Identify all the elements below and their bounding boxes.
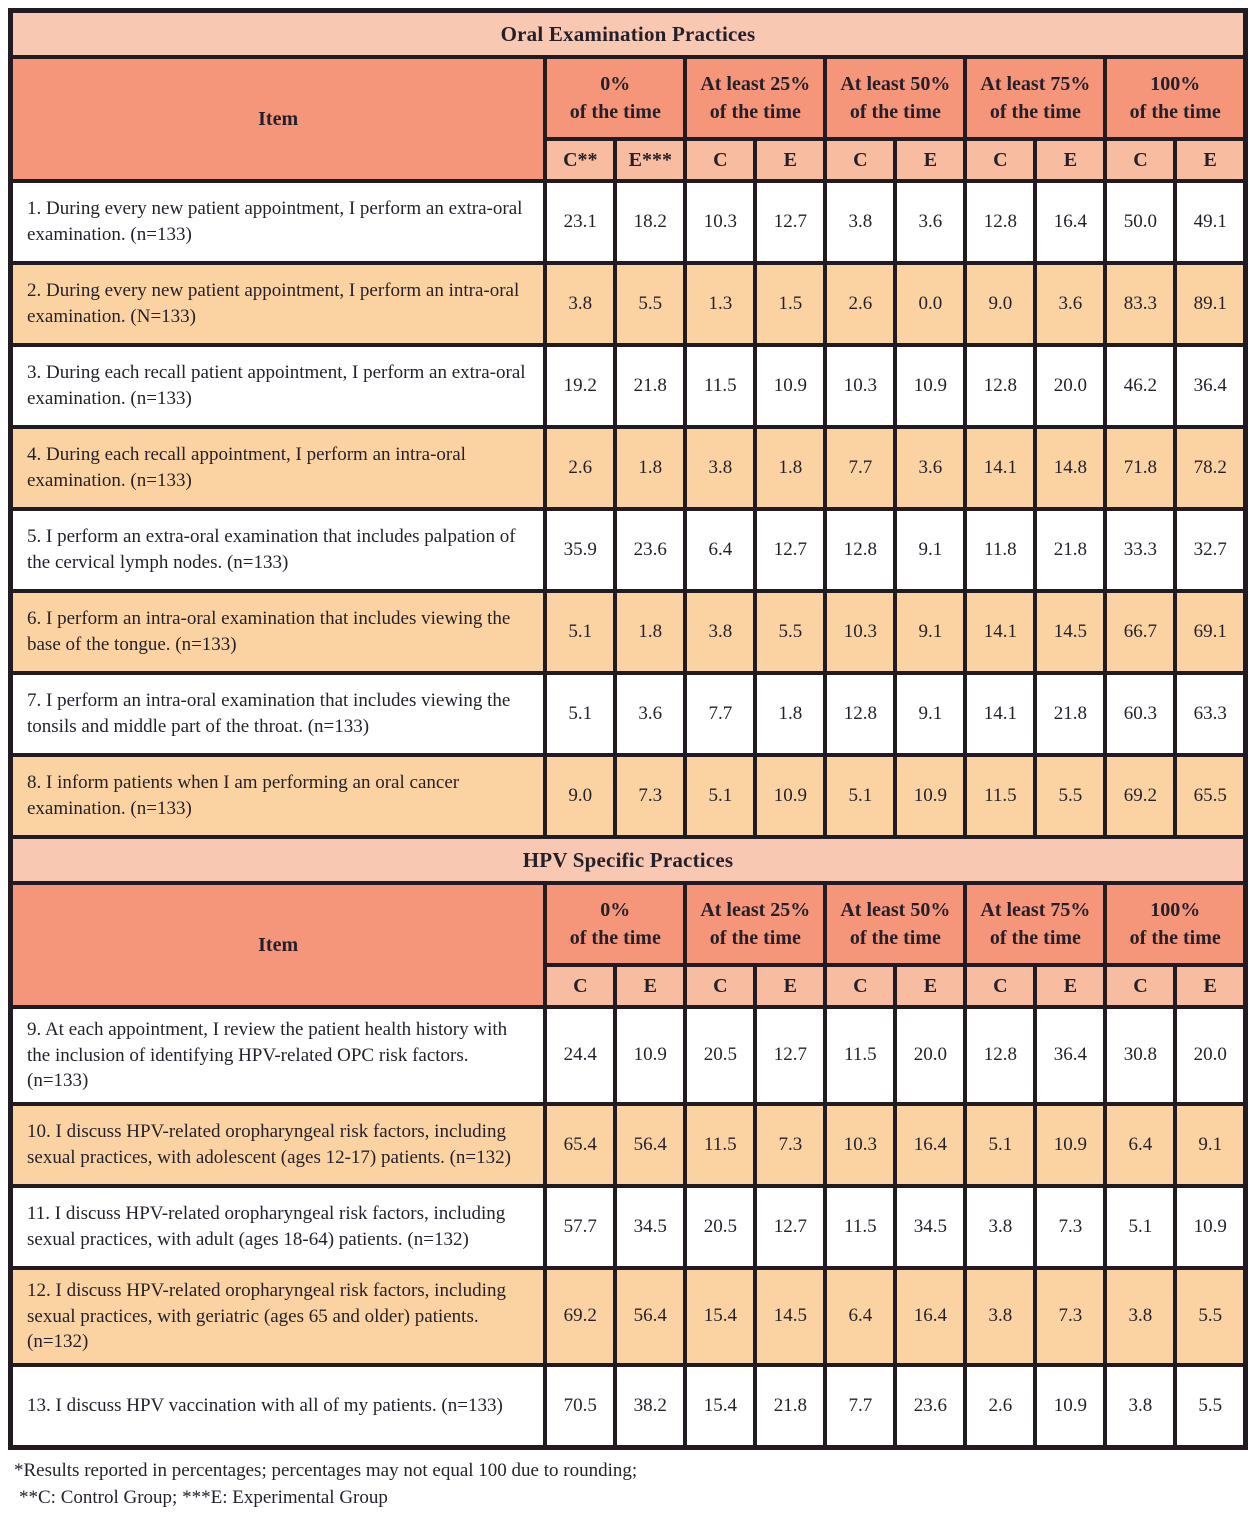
frequency-label: At least 50%: [840, 73, 951, 95]
value-cell: 12.8: [965, 345, 1035, 427]
table-row: [11, 1007, 1246, 1104]
value-cell: 49.1: [1175, 181, 1245, 263]
group-label-cell: C: [1105, 139, 1175, 181]
frequency-label: 100%: [1150, 73, 1201, 95]
frequency-group-header: [965, 57, 1105, 139]
value-cell: 56.4: [615, 1268, 685, 1365]
value-cell: 2.6: [545, 427, 615, 509]
value-cell: 36.4: [1175, 345, 1245, 427]
frequency-group-header: [685, 883, 825, 965]
value-cell: 3.8: [545, 263, 615, 345]
value-cell: 33.3: [1105, 509, 1175, 591]
value-cell: 83.3: [1105, 263, 1175, 345]
value-cell: 15.4: [685, 1365, 755, 1448]
group-label-cell: E: [1035, 965, 1105, 1007]
value-cell: 1.8: [615, 591, 685, 673]
value-cell: 3.8: [1105, 1268, 1175, 1365]
value-cell: 69.2: [545, 1268, 615, 1365]
value-cell: 7.7: [685, 673, 755, 755]
table-row: [11, 1104, 1246, 1186]
value-cell: 11.5: [825, 1186, 895, 1268]
value-cell: 14.1: [965, 673, 1035, 755]
item-cell: 12. I discuss HPV-related oropharyngeal risk factors, including sexual practices, with geriatric (ages 65 and older) patients. (n=132): [11, 1268, 546, 1365]
item-cell: 11. I discuss HPV-related oropharyngeal risk factors, including sexual practices, with adult (ages 18-64) patients. (n=132): [11, 1186, 546, 1268]
group-label-cell: C**: [545, 139, 615, 181]
value-cell: 15.4: [685, 1268, 755, 1365]
value-cell: 5.1: [685, 755, 755, 837]
value-cell: 5.5: [1035, 755, 1105, 837]
frequency-group-header: [545, 57, 685, 139]
value-cell: 5.1: [965, 1104, 1035, 1186]
value-cell: 10.3: [685, 181, 755, 263]
value-cell: 3.8: [965, 1186, 1035, 1268]
table-row: [11, 427, 1246, 509]
value-cell: 10.9: [755, 345, 825, 427]
value-cell: 3.8: [685, 591, 755, 673]
frequency-label: 0%: [600, 73, 631, 95]
frequency-label: At least 75%: [980, 899, 1091, 921]
group-label-cell: E: [895, 139, 965, 181]
value-cell: 10.3: [825, 345, 895, 427]
footnote-group-legend: **C: Control Group; ***E: Experimental Group: [19, 1487, 388, 1509]
value-cell: 3.6: [895, 427, 965, 509]
value-cell: 3.8: [685, 427, 755, 509]
table-row: [11, 509, 1246, 591]
table-row: [11, 673, 1246, 755]
section-title-row: [11, 11, 1246, 58]
group-label-cell: C: [965, 965, 1035, 1007]
frequency-group-header: [1105, 57, 1245, 139]
frequency-suffix: of the time: [1129, 927, 1221, 949]
footnote-rounding: *Results reported in percentages; percentages may not equal 100 due to rounding;: [14, 1459, 638, 1481]
table-row: [11, 345, 1246, 427]
value-cell: 5.1: [825, 755, 895, 837]
value-cell: 32.7: [1175, 509, 1245, 591]
group-label-cell: E: [615, 965, 685, 1007]
value-cell: 16.4: [895, 1268, 965, 1365]
frequency-suffix: of the time: [989, 927, 1081, 949]
value-cell: 11.5: [965, 755, 1035, 837]
table-row: [11, 755, 1246, 837]
value-cell: 9.1: [895, 509, 965, 591]
value-cell: 10.9: [1035, 1104, 1105, 1186]
value-cell: 23.6: [895, 1365, 965, 1448]
value-cell: 12.8: [825, 509, 895, 591]
value-cell: 14.8: [1035, 427, 1105, 509]
value-cell: 60.3: [1105, 673, 1175, 755]
group-label-cell: E: [755, 139, 825, 181]
value-cell: 11.8: [965, 509, 1035, 591]
frequency-group-header: [965, 883, 1105, 965]
group-label-cell: C: [965, 139, 1035, 181]
frequency-label: At least 25%: [700, 73, 811, 95]
value-cell: 23.6: [615, 509, 685, 591]
value-cell: 6.4: [1105, 1104, 1175, 1186]
frequency-label: 0%: [600, 899, 631, 921]
value-cell: 57.7: [545, 1186, 615, 1268]
value-cell: 50.0: [1105, 181, 1175, 263]
group-label-cell: E: [895, 965, 965, 1007]
value-cell: 21.8: [1035, 509, 1105, 591]
value-cell: 65.5: [1175, 755, 1245, 837]
value-cell: 7.3: [615, 755, 685, 837]
value-cell: 12.7: [755, 181, 825, 263]
group-label-cell: C: [825, 965, 895, 1007]
value-cell: 10.9: [615, 1007, 685, 1104]
value-cell: 34.5: [895, 1186, 965, 1268]
value-cell: 7.3: [755, 1104, 825, 1186]
value-cell: 3.8: [825, 181, 895, 263]
value-cell: 7.3: [1035, 1268, 1105, 1365]
section-title: HPV Specific Practices: [11, 837, 1246, 883]
item-cell: 10. I discuss HPV-related oropharyngeal risk factors, including sexual practices, with adolescent (ages 12-17) patients. (n=132): [11, 1104, 546, 1186]
item-cell: 1. During every new patient appointment, I perform an extra-oral examination. (n=133): [11, 181, 546, 263]
value-cell: 2.6: [825, 263, 895, 345]
value-cell: 20.0: [895, 1007, 965, 1104]
frequency-suffix: of the time: [569, 101, 661, 123]
value-cell: 65.4: [545, 1104, 615, 1186]
value-cell: 10.9: [755, 755, 825, 837]
value-cell: 3.6: [1035, 263, 1105, 345]
value-cell: 1.8: [755, 427, 825, 509]
value-cell: 10.9: [895, 345, 965, 427]
frequency-group-header: [825, 883, 965, 965]
frequency-suffix: of the time: [849, 101, 941, 123]
value-cell: 56.4: [615, 1104, 685, 1186]
item-cell: 13. I discuss HPV vaccination with all of my patients. (n=133): [11, 1365, 546, 1448]
value-cell: 34.5: [615, 1186, 685, 1268]
frequency-suffix: of the time: [709, 927, 801, 949]
value-cell: 38.2: [615, 1365, 685, 1448]
value-cell: 21.8: [615, 345, 685, 427]
value-cell: 5.5: [1175, 1365, 1245, 1448]
value-cell: 63.3: [1175, 673, 1245, 755]
value-cell: 1.8: [615, 427, 685, 509]
item-cell: 7. I perform an intra-oral examination that includes viewing the tonsils and middle part of the throat. (n=133): [11, 673, 546, 755]
value-cell: 12.8: [825, 673, 895, 755]
value-cell: 12.7: [755, 1186, 825, 1268]
value-cell: 1.8: [755, 673, 825, 755]
value-cell: 5.1: [545, 591, 615, 673]
frequency-suffix: of the time: [849, 927, 941, 949]
value-cell: 3.6: [615, 673, 685, 755]
item-cell: 6. I perform an intra-oral examination that includes viewing the base of the tongue. (n=133): [11, 591, 546, 673]
frequency-suffix: of the time: [1129, 101, 1221, 123]
group-label-cell: E: [1035, 139, 1105, 181]
frequency-suffix: of the time: [709, 101, 801, 123]
item-cell: 8. I inform patients when I am performing an oral cancer examination. (n=133): [11, 755, 546, 837]
table-row: [11, 263, 1246, 345]
value-cell: 12.8: [965, 181, 1035, 263]
value-cell: 14.1: [965, 427, 1035, 509]
value-cell: 14.5: [1035, 591, 1105, 673]
value-cell: 0.0: [895, 263, 965, 345]
frequency-group-header: [545, 883, 685, 965]
table-row: [11, 1268, 1246, 1365]
value-cell: 7.3: [1035, 1186, 1105, 1268]
value-cell: 20.5: [685, 1186, 755, 1268]
value-cell: 16.4: [895, 1104, 965, 1186]
table-row: [11, 591, 1246, 673]
item-cell: 3. During each recall patient appointment, I perform an extra-oral examination. (n=133): [11, 345, 546, 427]
value-cell: 11.5: [685, 345, 755, 427]
value-cell: 69.1: [1175, 591, 1245, 673]
frequency-label: At least 50%: [840, 899, 951, 921]
practices-table-body: [11, 11, 1246, 1448]
frequency-suffix: of the time: [569, 927, 661, 949]
value-cell: 10.9: [1175, 1186, 1245, 1268]
group-label-cell: E: [1175, 965, 1245, 1007]
item-cell: 2. During every new patient appointment, I perform an intra-oral examination. (N=133): [11, 263, 546, 345]
item-cell: 4. During each recall appointment, I perform an intra-oral examination. (n=133): [11, 427, 546, 509]
value-cell: 6.4: [825, 1268, 895, 1365]
value-cell: 2.6: [965, 1365, 1035, 1448]
item-column-header: Item: [11, 883, 546, 1007]
value-cell: 24.4: [545, 1007, 615, 1104]
value-cell: 9.0: [965, 263, 1035, 345]
value-cell: 35.9: [545, 509, 615, 591]
value-cell: 5.5: [1175, 1268, 1245, 1365]
value-cell: 19.2: [545, 345, 615, 427]
value-cell: 71.8: [1105, 427, 1175, 509]
value-cell: 20.5: [685, 1007, 755, 1104]
value-cell: 20.0: [1175, 1007, 1245, 1104]
frequency-label: At least 75%: [980, 73, 1091, 95]
frequency-group-header: [685, 57, 825, 139]
value-cell: 3.8: [1105, 1365, 1175, 1448]
value-cell: 10.9: [895, 755, 965, 837]
frequency-label: 100%: [1150, 899, 1201, 921]
value-cell: 10.3: [825, 1104, 895, 1186]
group-label-cell: E: [755, 965, 825, 1007]
value-cell: 12.8: [965, 1007, 1035, 1104]
value-cell: 14.5: [755, 1268, 825, 1365]
value-cell: 9.1: [895, 673, 965, 755]
value-cell: 11.5: [825, 1007, 895, 1104]
value-cell: 3.8: [965, 1268, 1035, 1365]
value-cell: 12.7: [755, 509, 825, 591]
item-cell: 5. I perform an extra-oral examination that includes palpation of the cervical lymph nodes. (n=133): [11, 509, 546, 591]
value-cell: 7.7: [825, 1365, 895, 1448]
column-header-row: [11, 57, 1246, 139]
value-cell: 9.1: [895, 591, 965, 673]
value-cell: 69.2: [1105, 755, 1175, 837]
value-cell: 11.5: [685, 1104, 755, 1186]
section-title: Oral Examination Practices: [11, 11, 1246, 58]
group-label-cell: C: [685, 965, 755, 1007]
value-cell: 66.7: [1105, 591, 1175, 673]
value-cell: 5.5: [755, 591, 825, 673]
value-cell: 20.0: [1035, 345, 1105, 427]
frequency-label: At least 25%: [700, 899, 811, 921]
value-cell: 36.4: [1035, 1007, 1105, 1104]
value-cell: 3.6: [895, 181, 965, 263]
group-label-cell: C: [1105, 965, 1175, 1007]
value-cell: 5.5: [615, 263, 685, 345]
value-cell: 30.8: [1105, 1007, 1175, 1104]
value-cell: 9.1: [1175, 1104, 1245, 1186]
value-cell: 89.1: [1175, 263, 1245, 345]
item-column-header: Item: [11, 57, 546, 181]
group-label-cell: E: [1175, 139, 1245, 181]
value-cell: 9.0: [545, 755, 615, 837]
value-cell: 21.8: [1035, 673, 1105, 755]
value-cell: 14.1: [965, 591, 1035, 673]
group-label-cell: E***: [615, 139, 685, 181]
item-cell: 9. At each appointment, I review the patient health history with the inclusion of identifying HPV-related OPC risk factors. (n=133): [11, 1007, 546, 1104]
practices-table: [8, 8, 1248, 1450]
value-cell: 10.9: [1035, 1365, 1105, 1448]
section-title-row: [11, 837, 1246, 883]
value-cell: 46.2: [1105, 345, 1175, 427]
group-label-cell: C: [545, 965, 615, 1007]
column-header-row: [11, 883, 1246, 965]
value-cell: 21.8: [755, 1365, 825, 1448]
value-cell: 5.1: [545, 673, 615, 755]
value-cell: 70.5: [545, 1365, 615, 1448]
value-cell: 16.4: [1035, 181, 1105, 263]
value-cell: 23.1: [545, 181, 615, 263]
table-row: [11, 1365, 1246, 1448]
table-row: [11, 181, 1246, 263]
group-label-cell: C: [685, 139, 755, 181]
value-cell: 5.1: [1105, 1186, 1175, 1268]
table-row: [11, 1186, 1246, 1268]
value-cell: 10.3: [825, 591, 895, 673]
value-cell: 1.3: [685, 263, 755, 345]
frequency-suffix: of the time: [989, 101, 1081, 123]
value-cell: 6.4: [685, 509, 755, 591]
frequency-group-header: [825, 57, 965, 139]
value-cell: 18.2: [615, 181, 685, 263]
frequency-group-header: [1105, 883, 1245, 965]
value-cell: 7.7: [825, 427, 895, 509]
value-cell: 78.2: [1175, 427, 1245, 509]
value-cell: 1.5: [755, 263, 825, 345]
group-label-cell: C: [825, 139, 895, 181]
value-cell: 12.7: [755, 1007, 825, 1104]
